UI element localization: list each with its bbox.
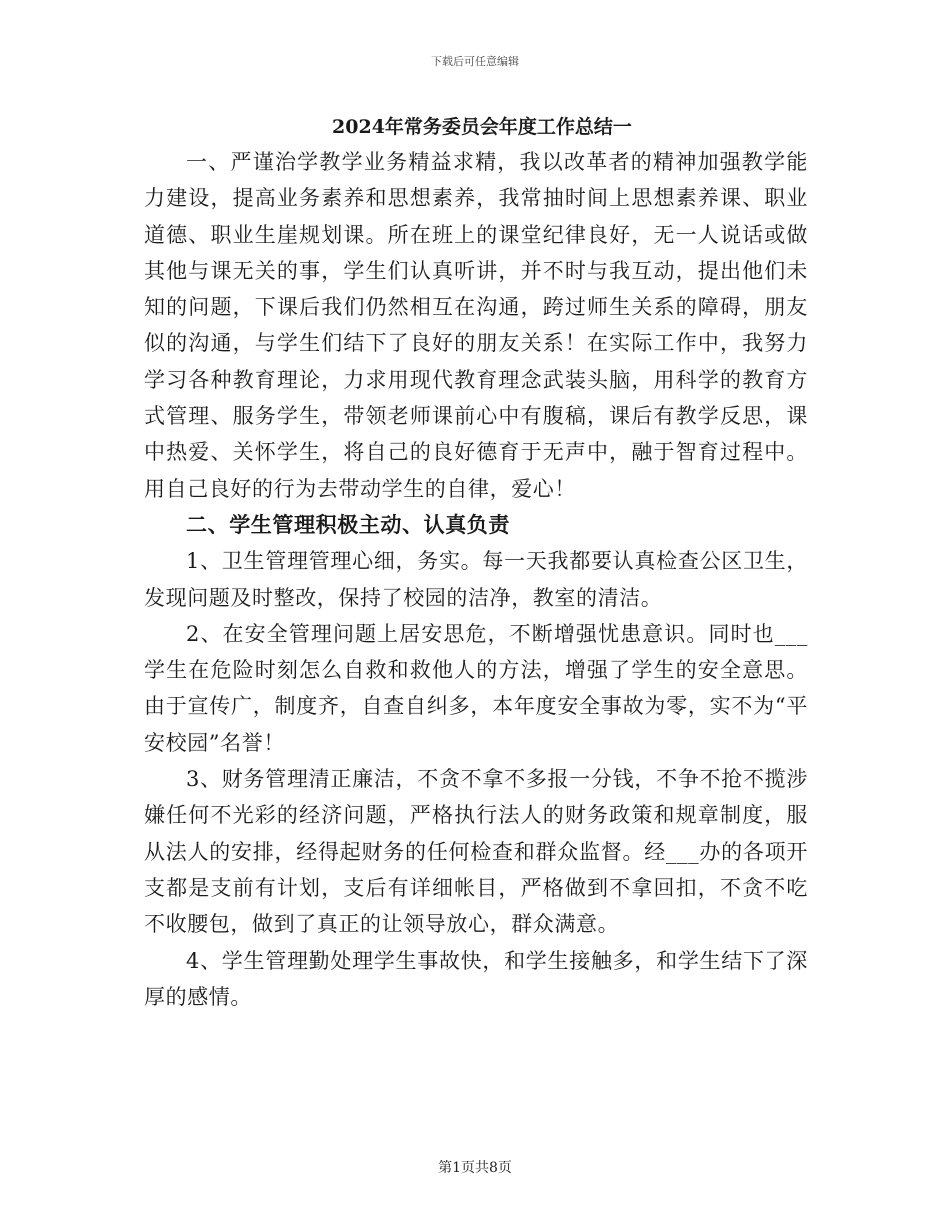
paragraph-hygiene: 1、卫生管理管理心细，务实。每一天我都要认真检查公区卫生，发现问题及时整改，保持了校园的洁净，教室的清洁。 (144, 549, 808, 610)
paragraph-finance: 3、财务管理清正廉洁，不贪不拿不多报一分钱，不争不抢不揽涉嫌任何不光彩的经济问题，严格执行法人的财务政策和规章制度，服从法人的安排，经得起财务的任何检查和群众监督。经___办的各项开支都是支前有计划，支后有详细帐目，严格做到不拿回扣，不贪不吃不收腰包，做到了真正的让领导放心，群众满意。 (144, 767, 808, 937)
page-number: 第1页共8页 (438, 1160, 512, 1176)
header-note: 下载后可任意编辑 (431, 55, 519, 68)
document-title: 2024年常务委员会年度工作总结一 (332, 116, 632, 138)
document-body (144, 112, 808, 1015)
paragraph-teaching: 一、严谨治学教学业务精益求精，我以改革者的精神加强教学能力建设，提高业务素养和思想素养，我常抽时间上思想素养课、职业道德、职业生崖规划课。所在班上的课堂纪律良好，无一人说话或做其他与课无关的事，学生们认真听讲，并不时与我互动，提出他们未知的问题，下课后我们仍然相互在沟通，跨过师生关系的障碍，朋友似的沟通，与学生们结下了良好的朋友关系！在实际工作中，我努力学习各种教育理论，力求用现代教育理念武装头脑，用科学的教育方式管理、服务学生，带领老师课前心中有腹稿，课后有教学反思，课中热爱、关怀学生，将自己的良好德育于无声中，融于智育过程中。用自己良好的行为去带动学生的自律，爱心！ (144, 150, 808, 501)
paragraph-student-affairs: 4、学生管理勤处理学生事故快，和学生接触多，和学生结下了深厚的感情。 (144, 948, 808, 1009)
paragraph-safety: 2、在安全管理问题上居安思危，不断增强忧患意识。同时也___学生在危险时刻怎么自救和救他人的方法，增强了学生的安全意思。由于宣传广，制度齐，自查自纠多，本年度安全事故为零，实不为“平安校园”名誉！ (144, 621, 808, 755)
section-heading-student-management: 二、学生管理积极主动、认真负责 (186, 511, 510, 537)
